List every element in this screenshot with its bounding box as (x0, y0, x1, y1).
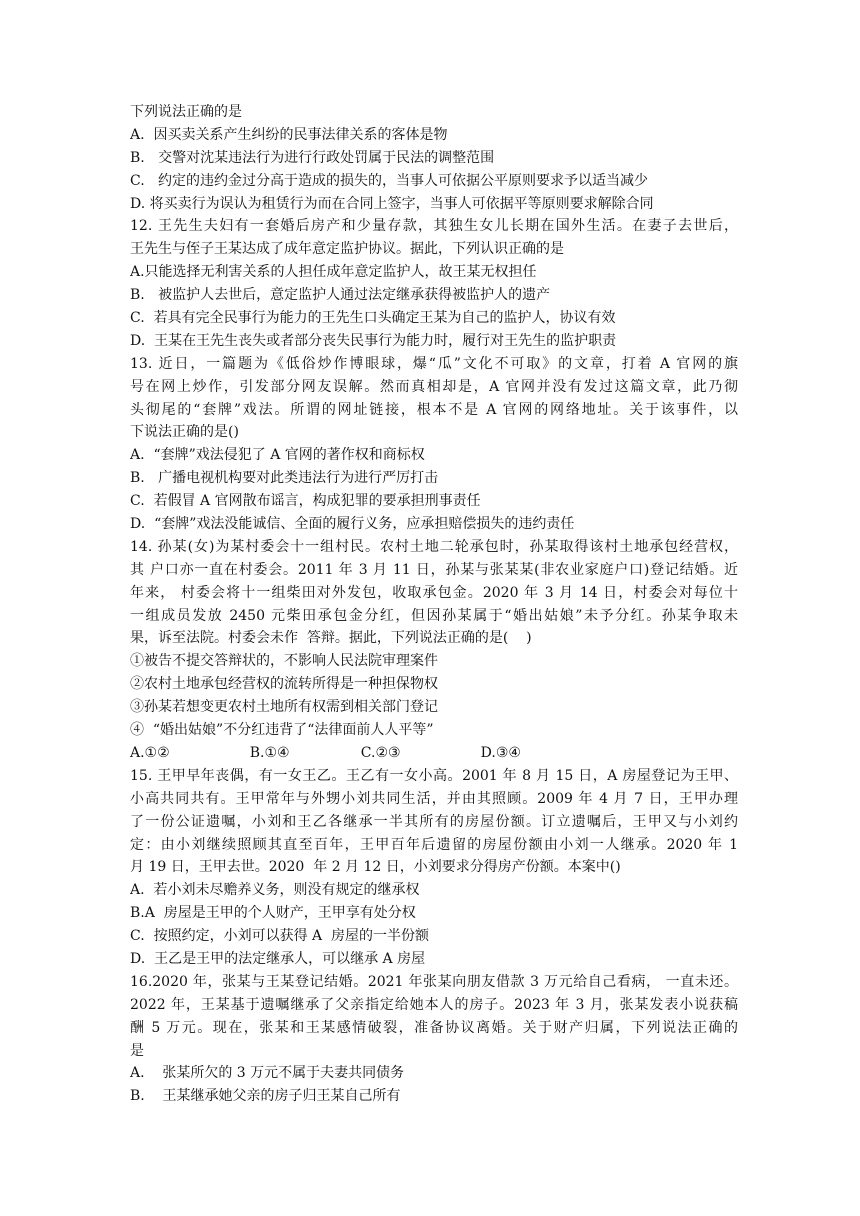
text-line: B. 王某继承她父亲的房子归王某自己所有 (130, 1088, 401, 1105)
text-line: 王先生与侄子王某达成了成年意定监护协议。据此，下列认识正确的是 (130, 241, 564, 258)
text-line: 下列说法正确的是 (130, 104, 242, 120)
text-line: 小高共同共有。王甲常年与外甥小刘共同生活，并由其照顾。2009 年 4 月 7 日，王甲办理 (130, 790, 738, 807)
text-line: 是 (130, 1042, 144, 1059)
text-line: A. 因买卖关系产生纠纷的民事法律关系的客体是物 (130, 126, 448, 143)
text-line: 定：由小刘继续照顾其直至百年，王甲百年后遗留的房屋份额由小刘一人继承。2020 年 1 (130, 836, 738, 853)
text-line: 一组成员发放 2450 元柴田承包金分红，但因孙某属于“婚出姑娘”未予分红。孙某争取未 (130, 607, 738, 624)
text-line: 12. 王先生夫妇有一套婚后房产和少量存款，其独生女儿长期在国外生活。在妻子去世后， (130, 218, 738, 235)
text-line: 号在网上炒作，引发部分网友误解。然而真相却是，A 官网并没有发过这篇文章，此乃彻 (130, 378, 738, 395)
text-line: ③孙某若想变更农村土地所有权需到相关部门登记 (130, 699, 438, 716)
text-line: ④ “婚出姑娘”不分红违背了“法律面前人人平等” (130, 722, 434, 739)
text-line: 年来， 村委会将十一组柴田对外发包，收取承包金。2020 年 3 月 14 日，村委会对每位十 (130, 584, 738, 601)
text-line: ②农村土地承包经营权的流转所得是一种担保物权 (130, 676, 438, 693)
text-line: B. 交警对沈某违法行为进行行政处罚属于民法的调整范围 (130, 149, 495, 166)
text-line: 14. 孙某(女)为某村委会十一组村民。农村土地二轮承包时，孙某取得该村土地承包经营权， (130, 538, 738, 555)
text-line: 了一份公证遗嘱，小刘和王乙各继承一半其所有的房屋份额。订立遗嘱后，王甲又与小刘约 (130, 813, 738, 830)
text-line: B. 被监护人去世后，意定监护人通过法定继承获得被监护人的遗产 (130, 287, 551, 304)
text-line: B.A 房屋是王甲的个人财产，王甲享有处分权 (130, 905, 416, 922)
text-line: B. 广播电视机构要对此类违法行为进行严厉打击 (130, 470, 439, 487)
text-line: D. 王某在王先生丧失或者部分丧失民事行为能力时，履行对王先生的监护职责 (130, 332, 617, 349)
text-line: 其 户口亦一直在村委会。2011 年 3 月 11 日，孙某与张某某(非农业家庭户口)登记结婚。近 (130, 561, 738, 578)
text-line: 13. 近日，一篇题为《低俗炒作博眼球，爆“瓜”文化不可取》的文章，打着 A 官网的旗 (130, 355, 738, 372)
text-line: 15. 王甲早年丧偶，有一女王乙。王乙有一女小高。2001 年 8 月 15 日，A 房屋登记为王甲、 (130, 767, 738, 784)
text-line: A.只能选择无利害关系的人担任成年意定监护人，故王某无权担任 (130, 264, 537, 281)
text-line: 2022 年，王某基于遗嘱继承了父亲指定给她本人的房子。2023 年 3 月，张某发表小说获稿 (130, 996, 738, 1013)
text-line: C. 若具有完全民事行为能力的王先生口头确定王某为自己的监护人，协议有效 (130, 310, 616, 327)
text-line: C. 按照约定，小刘可以获得 A 房屋的一半份额 (130, 928, 430, 945)
text-line: A. “套牌”戏法侵犯了 A 官网的著作权和商标权 (130, 447, 425, 464)
text-line: 头彻尾的“套牌”戏法。所谓的网址链接，根本不是 A 官网的网络地址。关于该事件，以 (130, 401, 738, 418)
text-line: A.①② B.①④ C.②③ D.③④ (130, 744, 521, 761)
text-line: A. 若小刘未尽赡养义务，则没有规定的继承权 (130, 882, 420, 899)
text-line: D. 将买卖行为误认为租赁行为而在合同上签字，当事人可依据平等原则要求解除合同 (130, 195, 654, 212)
text-line: A. 张某所欠的 3 万元不属于夫妻共同债务 (130, 1065, 405, 1082)
text-line: C. 约定的违约金过分高于造成的损失的，当事人可依据公平原则要求予以适当减少 (130, 172, 649, 189)
text-line: ①被告不提交答辩状的，不影响人民法院审理案件 (130, 653, 438, 670)
text-line: D. “套牌”戏法没能诚信、全面的履行义务，应承担赔偿损失的违约责任 (130, 516, 575, 533)
text-line: 16.2020 年，张某与王某登记结婚。2021 年张某向朋友借款 3 万元给自己看病， 一直未还。 (130, 973, 738, 990)
text-line: 下说法正确的是() (130, 424, 239, 441)
text-line: C. 若假冒 A 官网散布谣言，构成犯罪的要承担刑事责任 (130, 493, 481, 510)
text-line: 酬 5 万元。现在，张某和王某感情破裂，准备协议离婚。关于财产归属，下列说法正确的 (130, 1019, 738, 1036)
text-line: 月 19 日，王甲去世。2020 年 2 月 12 日，小刘要求分得房产份额。本案中() (130, 859, 621, 876)
text-line: D. 王乙是王甲的法定继承人，可以继承 A 房屋 (130, 950, 426, 967)
text-line: 果，诉至法院。村委会未作 答辩。据此，下列说法正确的是( ) (130, 630, 532, 647)
question-text (130, 101, 738, 1108)
